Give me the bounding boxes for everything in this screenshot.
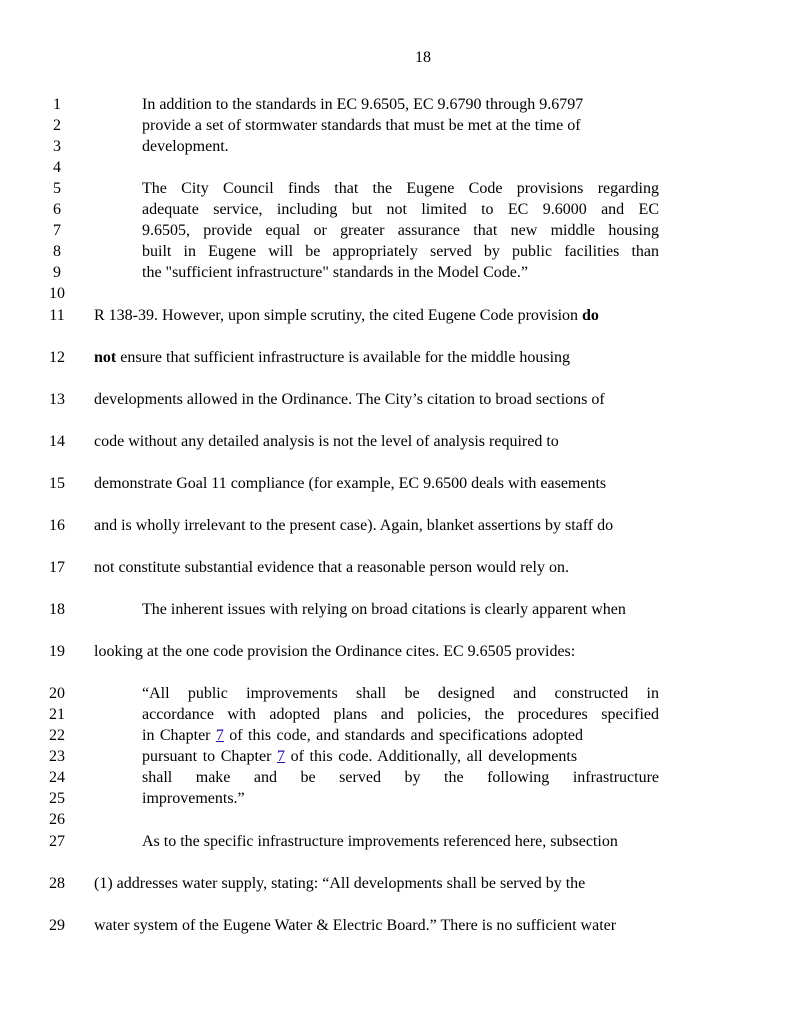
line-number: 19	[49, 643, 65, 660]
line-number: 23	[49, 748, 65, 765]
line-number: 7	[53, 222, 61, 239]
line-number: 9	[53, 264, 61, 281]
line-number: 12	[49, 349, 65, 366]
line-number: 3	[53, 138, 61, 155]
line-number: 4	[53, 159, 61, 176]
body-line: and is wholly irrelevant to the present case). Again, blanket assertions by staff do	[94, 517, 614, 534]
line-number: 10	[49, 285, 65, 302]
quote-line: built in Eugene will be appropriately served by public facilities than	[142, 243, 659, 260]
line-number: 13	[49, 391, 65, 408]
line-number: 1	[53, 96, 61, 113]
body-line: As to the specific infrastructure improvements referenced here, subsection	[142, 833, 618, 850]
line-number: 15	[49, 475, 65, 492]
line-number: 28	[49, 875, 65, 892]
body-line: water system of the Eugene Water & Electric Board.” There is no sufficient water	[94, 917, 617, 934]
line-number: 14	[49, 433, 65, 450]
quote-line: the "sufficient infrastructure" standards in the Model Code.”	[142, 264, 528, 281]
chapter-7-link[interactable]: 7	[277, 748, 285, 765]
quote-line: provide a set of stormwater standards that must be met at the time of	[142, 117, 581, 134]
emphasis: do	[582, 307, 599, 324]
quote-line: shall make and be served by the following infrastructure	[142, 769, 659, 786]
body-line: code without any detailed analysis is not the level of analysis required to	[94, 433, 559, 450]
quote-line: accordance with adopted plans and policies, the procedures specified	[142, 706, 659, 723]
line-number: 8	[53, 243, 61, 260]
quote-line: pursuant to Chapter 7 of this code. Additionally, all developments	[142, 748, 578, 765]
line-number: 24	[49, 769, 65, 786]
line-number: 29	[49, 917, 65, 934]
line-number: 6	[53, 201, 61, 218]
line-number: 18	[49, 601, 65, 618]
line-number: 26	[49, 811, 65, 828]
line-number: 25	[49, 790, 65, 807]
line-number: 17	[49, 559, 65, 576]
quote-line: In addition to the standards in EC 9.6505, EC 9.6790 through 9.6797	[142, 96, 584, 113]
quote-line: in Chapter 7 of this code, and standards and specifications adopted	[142, 727, 584, 744]
body-line: looking at the one code provision the Ordinance cites. EC 9.6505 provides:	[94, 643, 576, 660]
body-line: developments allowed in the Ordinance. The City’s citation to broad sections of	[94, 391, 605, 408]
line-number: 20	[49, 685, 65, 702]
line-number: 22	[49, 727, 65, 744]
line-number: 16	[49, 517, 65, 534]
quote-line: “All public improvements shall be designed and constructed in	[142, 685, 659, 702]
line-number: 11	[49, 307, 65, 324]
body-line: not ensure that sufficient infrastructure is available for the middle housing	[94, 349, 571, 366]
body-line: The inherent issues with relying on broad citations is clearly apparent when	[142, 601, 626, 618]
body-line: demonstrate Goal 11 compliance (for example, EC 9.6500 deals with easements	[94, 475, 607, 492]
chapter-7-link[interactable]: 7	[215, 727, 224, 744]
line-number: 21	[49, 706, 65, 723]
body-line: not constitute substantial evidence that a reasonable person would rely on.	[94, 559, 569, 576]
quote-line: adequate service, including but not limited to EC 9.6000 and EC	[142, 201, 659, 218]
quote-line: improvements.”	[142, 790, 245, 807]
line-number: 2	[53, 117, 61, 134]
quote-line: development.	[142, 138, 229, 155]
quote-line: 9.6505, provide equal or greater assurance that new middle housing	[142, 222, 659, 239]
quote-line: The City Council finds that the Eugene Code provisions regarding	[142, 180, 659, 197]
body-line: R 138-39. However, upon simple scrutiny, the cited Eugene Code provision do	[94, 307, 599, 324]
emphasis: not	[94, 349, 117, 366]
body-line: (1) addresses water supply, stating: “All developments shall be served by the	[94, 875, 586, 892]
line-number: 27	[49, 833, 65, 850]
page-number: 18	[415, 49, 431, 66]
line-number: 5	[53, 180, 61, 197]
